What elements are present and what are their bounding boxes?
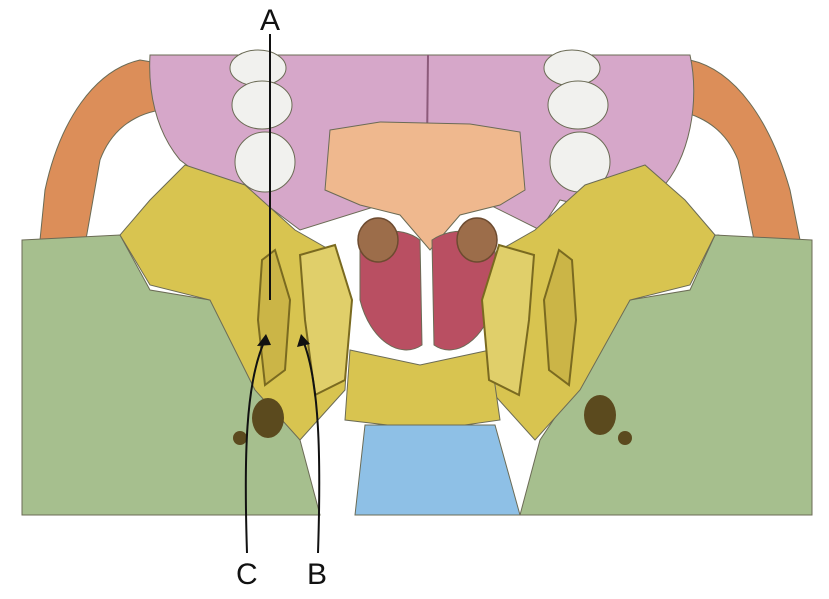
nasal-concha-left	[358, 218, 398, 262]
foramen-ovale-left	[252, 398, 284, 438]
tooth	[230, 50, 286, 86]
label-c: C	[236, 558, 258, 591]
foramen-ovale-right	[584, 395, 616, 435]
basilar-part-occipital	[355, 425, 520, 515]
foramen-spinosum-left	[233, 431, 247, 445]
tooth	[232, 81, 292, 129]
tooth	[548, 81, 608, 129]
tooth	[544, 50, 600, 86]
foramen-spinosum-right	[618, 431, 632, 445]
label-a: A	[260, 4, 281, 37]
nasal-concha-right	[457, 218, 497, 262]
tooth	[235, 132, 295, 192]
label-b: B	[307, 558, 328, 591]
